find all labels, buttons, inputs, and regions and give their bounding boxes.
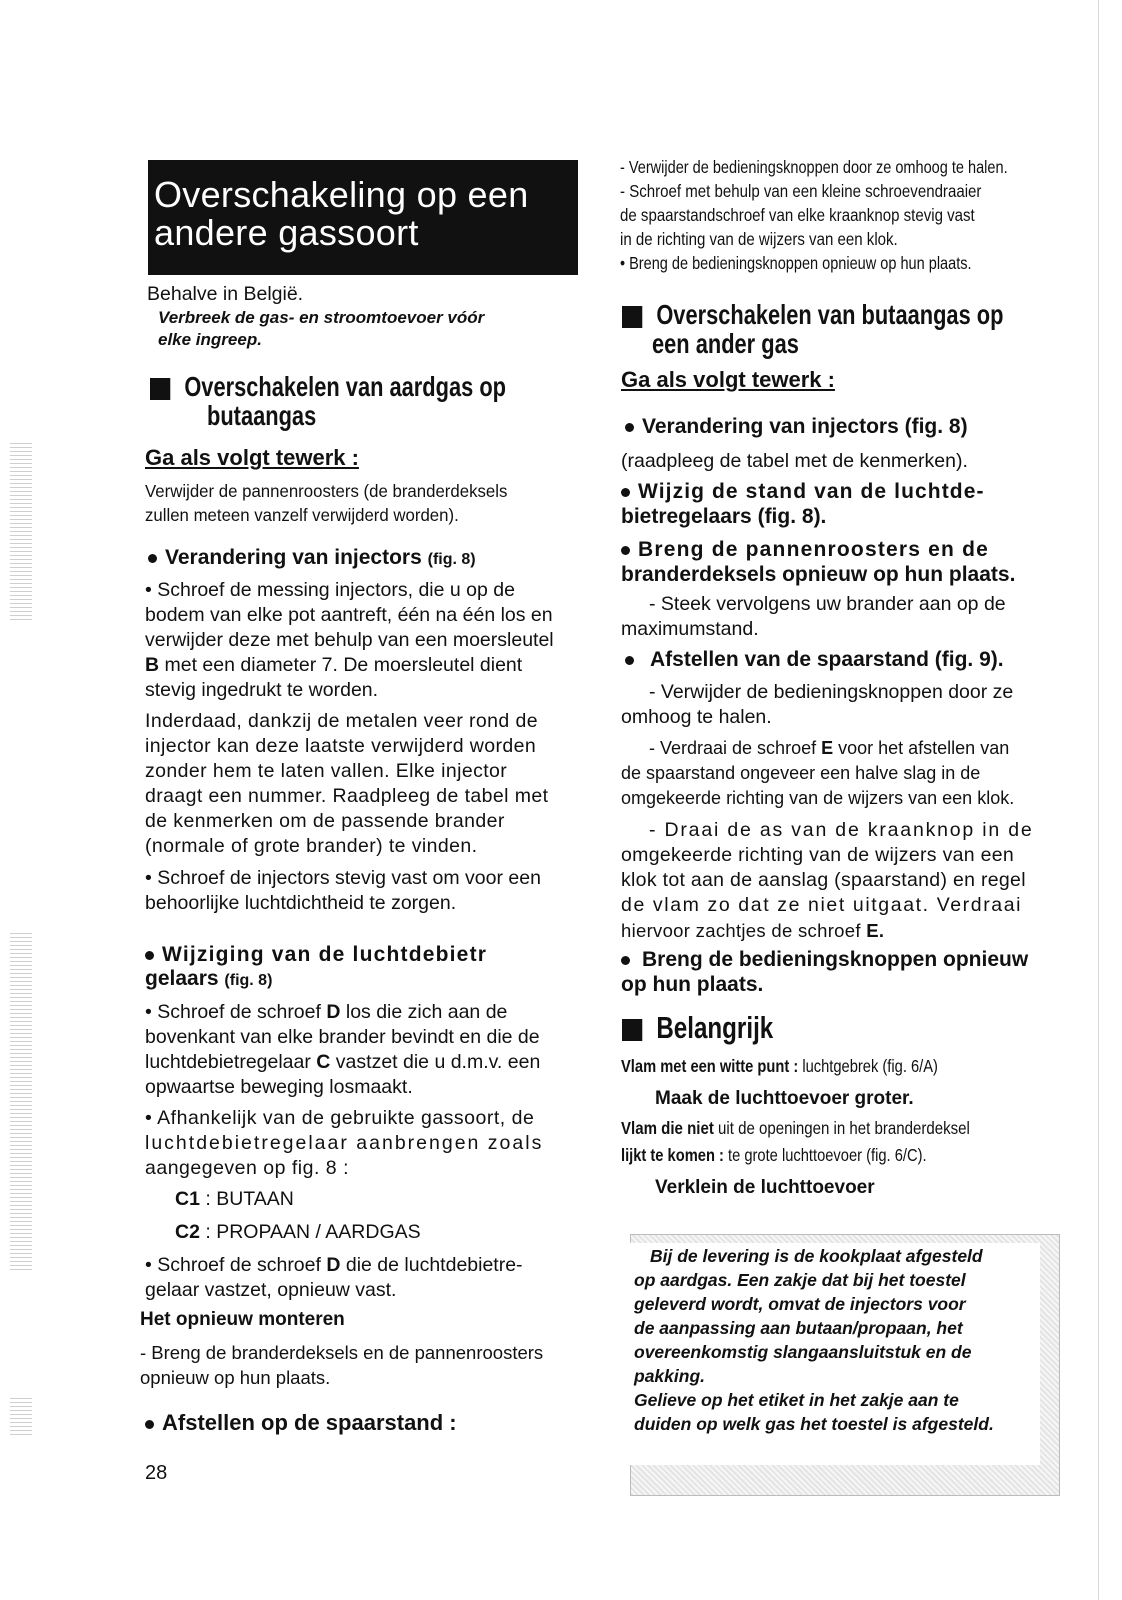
bullet-pan-supports — [621, 537, 1066, 587]
text-span: vastzet die u d.m.v. een — [330, 1051, 541, 1073]
text-span: hiervoor zachtjes de schroef — [621, 920, 867, 941]
bold-letter: D — [326, 1254, 341, 1276]
text-line: aangegeven op fig. 8 : — [145, 1157, 349, 1179]
heading-text: Overschakelen van butaangas op — [656, 299, 1004, 330]
important-line-2 — [621, 1116, 1027, 1140]
heading-text: Belangrijk — [656, 1010, 774, 1045]
reassemble-heading: Het opnieuw monteren — [140, 1309, 345, 1330]
note-line: overeenkomstig slangaansluitstuk en de — [634, 1342, 972, 1362]
bold-label: C2 — [175, 1221, 200, 1243]
text-line: luchtdebietregelaar aanbrengen zoals — [145, 1132, 544, 1154]
note-line: op aardgas. Een zakje dat bij het toestel — [634, 1270, 966, 1290]
proceed-label-right: Ga als volgt tewerk : — [621, 367, 835, 392]
page-title — [148, 160, 578, 275]
bullet-knobs — [621, 947, 1066, 997]
square-bullet-icon — [622, 306, 642, 328]
bold-label: Vlam met een witte punt : — [621, 1056, 799, 1076]
text-line: opnieuw op hun plaats. — [140, 1367, 331, 1388]
bullet-injectors — [625, 415, 968, 439]
important-heading — [622, 1010, 816, 1045]
bold-letter: E — [821, 738, 834, 758]
section-heading-2 — [622, 300, 1111, 358]
text-span: te grote luchttoevoer (fig. 6/C). — [723, 1145, 927, 1165]
bullet-injectors-sub: (raadpleeg de tabel met de kenmerken). — [621, 450, 968, 472]
heading-text: Breng de pannenroosters en de — [638, 538, 990, 561]
bullet-icon — [145, 1420, 154, 1429]
bullet-icon — [145, 951, 154, 960]
text-line: - Schroef met behulp van een kleine schroevendraaier — [620, 181, 982, 201]
text-line: klok tot aan de aanslag (spaarstand) en regel — [621, 869, 1026, 891]
air-paragraph-2 — [145, 1106, 590, 1181]
text-line: met een diameter 7. De moersleutel dient — [159, 654, 523, 676]
bold-letter: E. — [866, 920, 885, 941]
bold-label: lijkt te komen : — [621, 1145, 724, 1165]
text-line: omgekeerde richting van de wijzers van een klok. — [621, 788, 1015, 808]
heading-text: Breng de bedieningsknoppen opnieuw — [642, 948, 1029, 971]
bold-letter: C — [316, 1051, 331, 1073]
text-line: de spaarstand ongeveer een halve slag in de — [621, 763, 981, 783]
note-line: pakking. — [634, 1366, 705, 1386]
text-span: - Verdraai de schroef — [649, 738, 822, 758]
adjust-heading — [145, 1410, 457, 1436]
text-span: uit de openingen in het branderdeksel — [713, 1118, 970, 1138]
margin-scan-marks — [10, 930, 32, 1270]
text-span: die de luchtdebietre- — [340, 1254, 523, 1276]
note-line: duiden op welk gas het toestel is afgesteld. — [634, 1414, 994, 1434]
text-span: • Schroef de schroef — [145, 1001, 327, 1023]
delivery-note — [634, 1244, 1039, 1436]
text-line: - Verwijder de bedieningsknoppen door ze omhoog te halen. — [620, 157, 1008, 177]
heading-text: Verandering van injectors (fig. 8) — [642, 415, 968, 438]
injector-heading — [148, 546, 476, 570]
text-line: verwijder deze met behulp van een moersleutel — [145, 629, 554, 651]
proceed-label: Ga als volgt tewerk : — [145, 445, 359, 470]
fig-ref: (fig. 8) — [224, 972, 273, 989]
heading-text: gelaars — [145, 967, 219, 990]
c1-line — [175, 1187, 294, 1212]
text-line: omgekeerde richting van de wijzers van een — [621, 844, 1015, 866]
heading-text: Afstellen op de spaarstand : — [162, 1410, 457, 1435]
important-action-1: Maak de luchttoevoer groter. — [655, 1088, 914, 1109]
heading-text: op hun plaats. — [621, 973, 764, 996]
text-line: - Steek vervolgens uw brander aan op de — [649, 593, 1006, 615]
except-note: Behalve in België. — [147, 283, 304, 305]
right-intro — [620, 155, 1100, 275]
note-line: Gelieve op het etiket in het zakje aan te — [634, 1390, 959, 1410]
heading-text: branderdeksels opnieuw op hun plaats. — [621, 563, 1016, 586]
text-line: - Draai de as van de kraanknop in de — [649, 819, 1034, 841]
bold-label: C1 — [175, 1188, 200, 1210]
margin-scan-marks — [10, 1395, 32, 1435]
bullet-air-regulators — [621, 479, 1061, 529]
bullet-economy — [625, 648, 1004, 672]
important-line-1 — [621, 1054, 998, 1078]
heading-text: bietregelaars (fig. 8). — [621, 505, 827, 528]
text-line: de vlam zo dat ze niet uitgaat. Verdraai — [621, 894, 1023, 916]
economy-step-1 — [621, 680, 1066, 730]
text-line: gelaar vastzet, opnieuw vast. — [145, 1279, 397, 1301]
reassemble-text — [140, 1340, 590, 1390]
injector-paragraph-3 — [145, 866, 590, 916]
heading-text: Afstellen van de spaarstand (fig. 9). — [650, 648, 1004, 671]
text-line: zonder hem te laten vallen. Elke injector — [145, 760, 508, 782]
heading-text: Overschakelen van aardgas op — [184, 371, 507, 402]
heading-text: Verandering van injectors — [165, 546, 422, 569]
text-line: bodem van elke pot aantreft, één na één los en — [145, 604, 553, 626]
intro-line: zullen meteen vanzelf verwijderd worden). — [145, 505, 459, 525]
intro-line: Verwijder de pannenroosters (de branderdeksels — [145, 481, 508, 501]
text-line: • Schroef de messing injectors, die u op de — [145, 579, 515, 601]
text-line: stevig ingedrukt te worden. — [145, 679, 379, 701]
bullet-icon — [621, 956, 630, 965]
important-line-3 — [621, 1143, 985, 1167]
title-line: andere gassoort — [154, 212, 419, 253]
warning — [158, 307, 484, 351]
text-line: - Breng de branderdeksels en de pannenroosters — [140, 1342, 544, 1363]
text-line: (normale of grote brander) te vinden. — [145, 835, 478, 857]
heading-text: een ander gas — [652, 328, 799, 359]
bold-label: Vlam die niet — [621, 1118, 714, 1138]
economy-step-3 — [621, 818, 1066, 943]
text-line: Inderdaad, dankzij de metalen veer rond de — [145, 710, 538, 732]
text-line: • Afhankelijk van de gebruikte gassoort, de — [145, 1107, 535, 1129]
warning-line: Verbreek de gas- en stroomtoevoer vóór — [158, 308, 485, 327]
fig-ref: (fig. 8) — [427, 551, 476, 568]
note-line: de aanpassing aan butaan/propaan, het — [634, 1318, 963, 1338]
text-line: injector kan deze laatste verwijderd worden — [145, 735, 537, 757]
air-regulator-heading — [145, 943, 585, 991]
text-line: de kenmerken om de passende brander — [145, 810, 505, 832]
injector-paragraph-2 — [145, 709, 590, 859]
bold-letter: B — [145, 654, 160, 676]
bullet-icon — [625, 656, 634, 665]
title-line: Overschakeling op een — [154, 174, 529, 215]
text-span: luchtgebrek (fig. 6/A) — [798, 1056, 938, 1076]
bullet-icon — [148, 554, 157, 563]
text-span: voor het afstellen van — [833, 738, 1010, 758]
heading-text: Wijzig de stand van de luchtde- — [638, 480, 985, 503]
bold-letter: D — [326, 1001, 341, 1023]
text-line: • Schroef de injectors stevig vast om voor een — [145, 867, 541, 889]
square-bullet-icon — [150, 378, 170, 400]
section-heading-1 — [150, 372, 606, 430]
warning-line: elke ingreep. — [158, 330, 262, 349]
page-number: 28 — [145, 1462, 168, 1484]
note-line: Bij de levering is de kookplaat afgesteld — [650, 1246, 983, 1266]
text-line: draagt een nummer. Raadpleeg de tabel met — [145, 785, 549, 807]
air-paragraph-3 — [145, 1253, 590, 1303]
important-action-2: Verklein de luchttoevoer — [655, 1177, 875, 1198]
text-line: • Breng de bedieningsknoppen opnieuw op hun plaats. — [620, 253, 972, 273]
bullet-pan-supports-sub — [621, 592, 1066, 642]
text-span: luchtdebietregelaar — [145, 1051, 317, 1073]
injector-paragraph-1 — [145, 578, 590, 703]
bullet-icon — [621, 488, 630, 497]
margin-scan-marks — [10, 440, 32, 620]
air-paragraph-1 — [145, 1000, 590, 1100]
c2-line — [175, 1220, 421, 1245]
economy-step-2 — [621, 736, 1071, 811]
text-span: • Schroef de schroef — [145, 1254, 327, 1276]
text-span: : BUTAAN — [199, 1188, 294, 1210]
intro-text — [145, 479, 522, 527]
text-line: maximumstand. — [621, 618, 759, 640]
text-span: los die zich aan de — [340, 1001, 508, 1023]
text-line: behoorlijke luchtdichtheid te zorgen. — [145, 892, 457, 914]
text-line: bovenkant van elke brander bevindt en die de — [145, 1026, 540, 1048]
square-bullet-icon — [622, 1019, 642, 1041]
heading-text: butaangas — [207, 400, 317, 431]
note-line: geleverd wordt, omvat de injectors voor — [634, 1294, 966, 1314]
text-line: in de richting van de wijzers van een klok. — [620, 229, 898, 249]
text-span: : PROPAAN / AARDGAS — [199, 1221, 421, 1243]
text-line: opwaartse beweging losmaakt. — [145, 1076, 413, 1098]
heading-text: Wijziging van de luchtdebietr — [162, 943, 488, 966]
text-line: de spaarstandschroef van elke kraanknop stevig vast — [620, 205, 975, 225]
bullet-icon — [621, 546, 630, 555]
bullet-icon — [625, 423, 634, 432]
text-line: - Verwijder de bedieningsknoppen door ze — [649, 681, 1014, 703]
text-line: omhoog te halen. — [621, 706, 772, 728]
